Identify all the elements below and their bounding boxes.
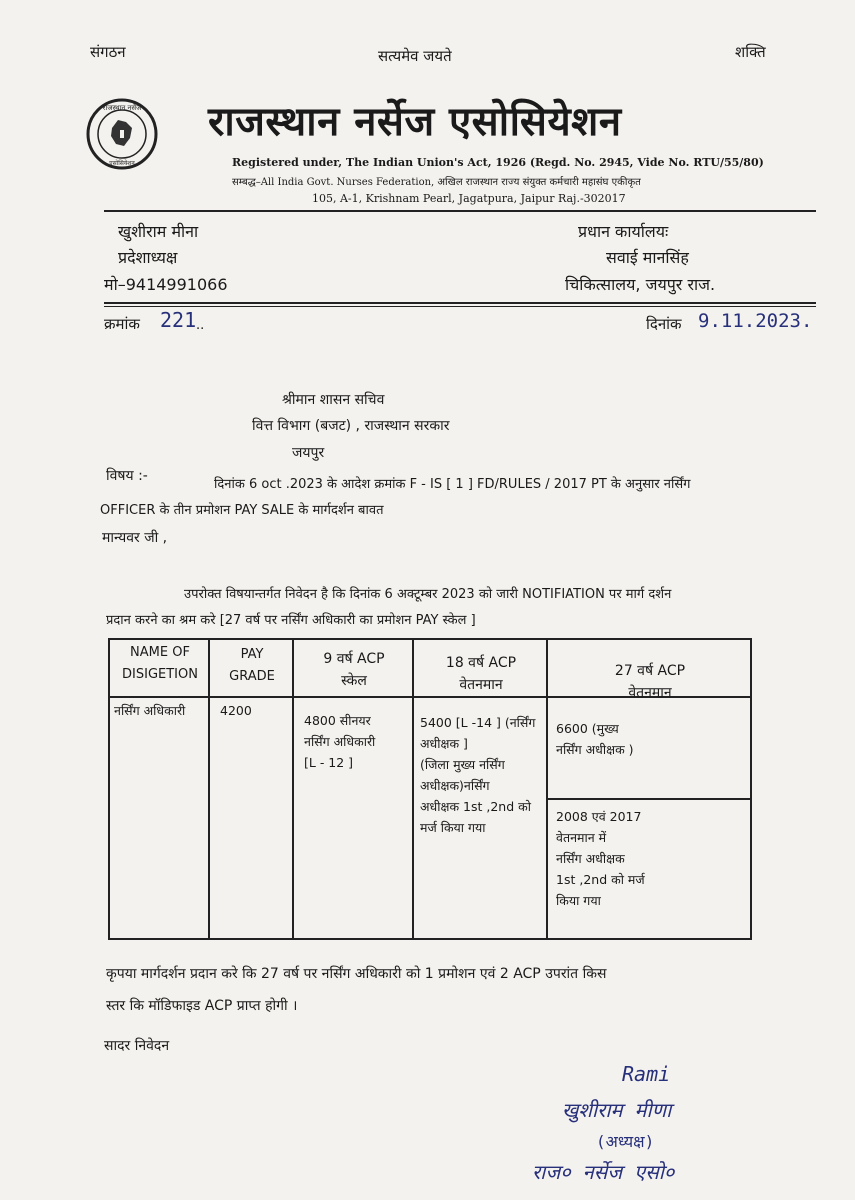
reference-number: 221 [160, 308, 197, 332]
closing-line2: स्तर कि मॉडिफाइड ACP प्राप्त होगी । [106, 998, 298, 1014]
association-logo [86, 98, 158, 170]
svg-text:एसोसियेशन: एसोसियेशन [109, 160, 135, 167]
motto-right: शक्ति [735, 43, 766, 61]
svg-text:राजस्थान नर्सेज: राजस्थान नर्सेज [102, 104, 142, 112]
affiliation-line: सम्बद्ध–All India Govt. Nurses Federation, अखिल राजस्थान राज्य संयुक्त कर्मचारी महासंघ एकीकृत [232, 177, 641, 188]
reference-label: क्रमांक [104, 315, 140, 333]
subject-label: विषय :- [106, 468, 148, 484]
closing-line1: कृपया मार्गदर्शन प्रदान करे कि 27 वर्ष पर नर्सिंग अधिकारी को 1 प्रमोशन एवं 2 ACP उपरांत किस [106, 966, 607, 982]
address-line: 105, A-1, Krishnam Pearl, Jagatpura, Jaipur Raj.-302017 [312, 192, 626, 205]
signature-title: (अध्यक्ष) [596, 1132, 655, 1151]
header-acp-27: 27 वर्ष ACP वेतनमान [614, 663, 686, 701]
header-bottom-divider-thin [104, 306, 816, 307]
cell-acp-27-upper: 6600 (मुख्य नर्सिंग अधीक्षक ) [556, 721, 634, 757]
president-name: खुशीराम मीना [118, 222, 199, 241]
signature-scribble: Rami [622, 1062, 671, 1086]
motto-left: संगठन [90, 43, 126, 61]
body-line2: प्रदान करने का श्रम करे [27 वर्ष पर नर्सिंग अधिकारी का प्रमोशन PAY स्केल ] [106, 613, 476, 628]
header-bottom-divider [104, 302, 816, 304]
header-acp-18: 18 वर्ष ACP वेतनमान [445, 655, 517, 693]
cell-acp-27-lower: 2008 एवं 2017 वेतनमान में नर्सिंग अधीक्षक 1st ,2nd को मर्ज किया गया [556, 809, 645, 908]
header-divider [104, 210, 816, 212]
closing-regards: सादर निवेदन [104, 1038, 170, 1054]
signature-block [526, 1062, 776, 1192]
organization-name: राजस्थान नर्सेज एसोसियेशन [208, 99, 622, 145]
cell-acp-9: 4800 सीनयर नर्सिंग अधिकारी [L - 12 ] [304, 713, 376, 770]
cell-pay-grade: 4200 [220, 703, 252, 718]
addressee-line2: वित्त विभाग (बजट) , राजस्थान सरकार [252, 418, 450, 434]
header-pay-grade: PAY GRADE [229, 647, 275, 684]
salutation: मान्यवर जी , [102, 530, 168, 546]
body-line1: उपरोक्त विषयान्तर्गत निवेदन है कि दिनांक 6 अक्टूम्बर 2023 को जारी NOTIFIATION पर मार्ग दर्शन [184, 587, 672, 602]
motto-center: सत्यमेव जयते [378, 47, 452, 65]
cell-acp-18: 5400 [L -14 ] (नर्सिंग अधीक्षक ] (जिला मुख्य नर्सिंग अधीक्षक)नर्सिंग अधीक्षक 1st ,2nd को मर्ज किया गया [420, 715, 536, 835]
addressee-line3: जयपुर [292, 445, 325, 461]
president-title: प्रदेशाध्यक्ष [118, 248, 178, 267]
signature-org: राज० नर्सेज एसो० [532, 1160, 675, 1184]
president-mobile: मो–9414991066 [104, 275, 228, 294]
date-label: दिनांक [646, 315, 682, 333]
registration-line: Registered under, The Indian Union's Act, 1926 (Regd. No. 2945, Vide No. RTU/55/80) [232, 156, 764, 169]
header-acp-9: 9 वर्ष ACP स्केल [323, 651, 385, 689]
addressee-line1: श्रीमान शासन सचिव [282, 392, 385, 408]
office-label: प्रधान कार्यालयः [578, 222, 669, 241]
signature-name: खुशीराम मीणा [562, 1098, 672, 1122]
promotion-table [108, 638, 752, 940]
reference-dots: .. [196, 318, 205, 333]
cell-designation: नर्सिंग अधिकारी [114, 703, 186, 718]
subject-line2: OFFICER के तीन प्रमोशन PAY SALE के मार्गदर्शन बावत [100, 503, 384, 518]
subject-line1: दिनांक 6 oct .2023 के आदेश क्रमांक F - IS [ 1 ] FD/RULES / 2017 PT के अनुसार नर्सिंग [214, 477, 691, 492]
office-line1: सवाई मानसिंह [606, 248, 689, 267]
header-designation: NAME OF DISIGETION [122, 645, 198, 682]
office-line2: चिकित्सालय, जयपुर राज. [565, 275, 716, 294]
date-value: 9.11.2023. [698, 310, 813, 332]
